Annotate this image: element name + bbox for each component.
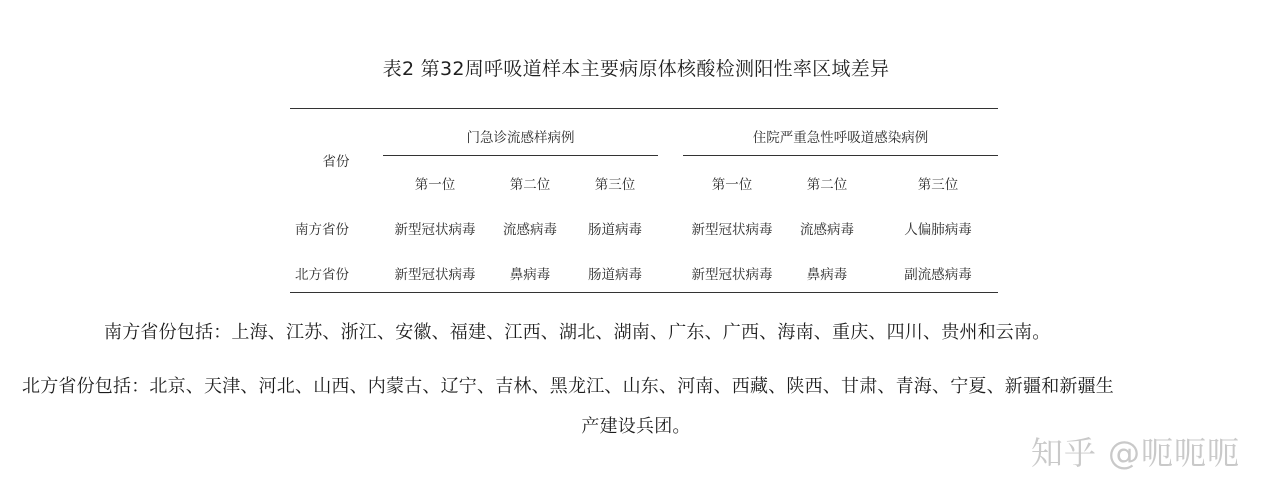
table-cell: 流感病毒 (503, 222, 557, 238)
south-provinces-note: 南方省份包括：上海、江苏、浙江、安徽、福建、江西、湖北、湖南、广东、广西、海南、重庆、四川、贵州和云南。 (104, 322, 1051, 343)
row-header-province: 省份 (322, 154, 350, 170)
row-label: 北方省份 (295, 267, 349, 283)
table-top-rule (290, 108, 998, 109)
table-cell: 新型冠状病毒 (394, 222, 476, 238)
inpatient-group-rule (683, 155, 998, 156)
table-bottom-rule (290, 292, 998, 293)
table-title: 表2 第32周呼吸道样本主要病原体核酸检测阳性率区域差异 (382, 58, 890, 80)
north-provinces-note-line1: 北方省份包括：北京、天津、河北、山西、内蒙古、辽宁、吉林、黑龙江、山东、河南、西藏、陕西、甘肃、青海、宁夏、新疆和新疆生 (22, 376, 1114, 397)
row-label: 南方省份 (295, 222, 349, 238)
table-cell: 鼻病毒 (509, 267, 551, 283)
table-cell: 新型冠状病毒 (394, 267, 476, 283)
table-cell: 肠道病毒 (588, 267, 642, 283)
table-cell: 副流感病毒 (904, 267, 972, 283)
zhihu-watermark: 知乎 @呃呃呃 (1030, 434, 1240, 472)
table-cell: 鼻病毒 (806, 267, 848, 283)
rank-header: 第一位 (711, 177, 753, 193)
rank-header: 第一位 (414, 177, 456, 193)
group-header-outpatient: 门急诊流感样病例 (466, 130, 575, 146)
rank-header: 第三位 (917, 177, 959, 193)
table-cell: 新型冠状病毒 (691, 267, 773, 283)
table-cell: 肠道病毒 (588, 222, 642, 238)
table-cell: 新型冠状病毒 (691, 222, 773, 238)
rank-header: 第二位 (509, 177, 551, 193)
group-header-inpatient: 住院严重急性呼吸道感染病例 (752, 130, 929, 146)
outpatient-group-rule (383, 155, 658, 156)
north-provinces-note-line2: 产建设兵团。 (581, 416, 691, 437)
rank-header: 第三位 (594, 177, 636, 193)
table-cell: 人偏肺病毒 (904, 222, 972, 238)
table-cell: 流感病毒 (800, 222, 854, 238)
rank-header: 第二位 (806, 177, 848, 193)
